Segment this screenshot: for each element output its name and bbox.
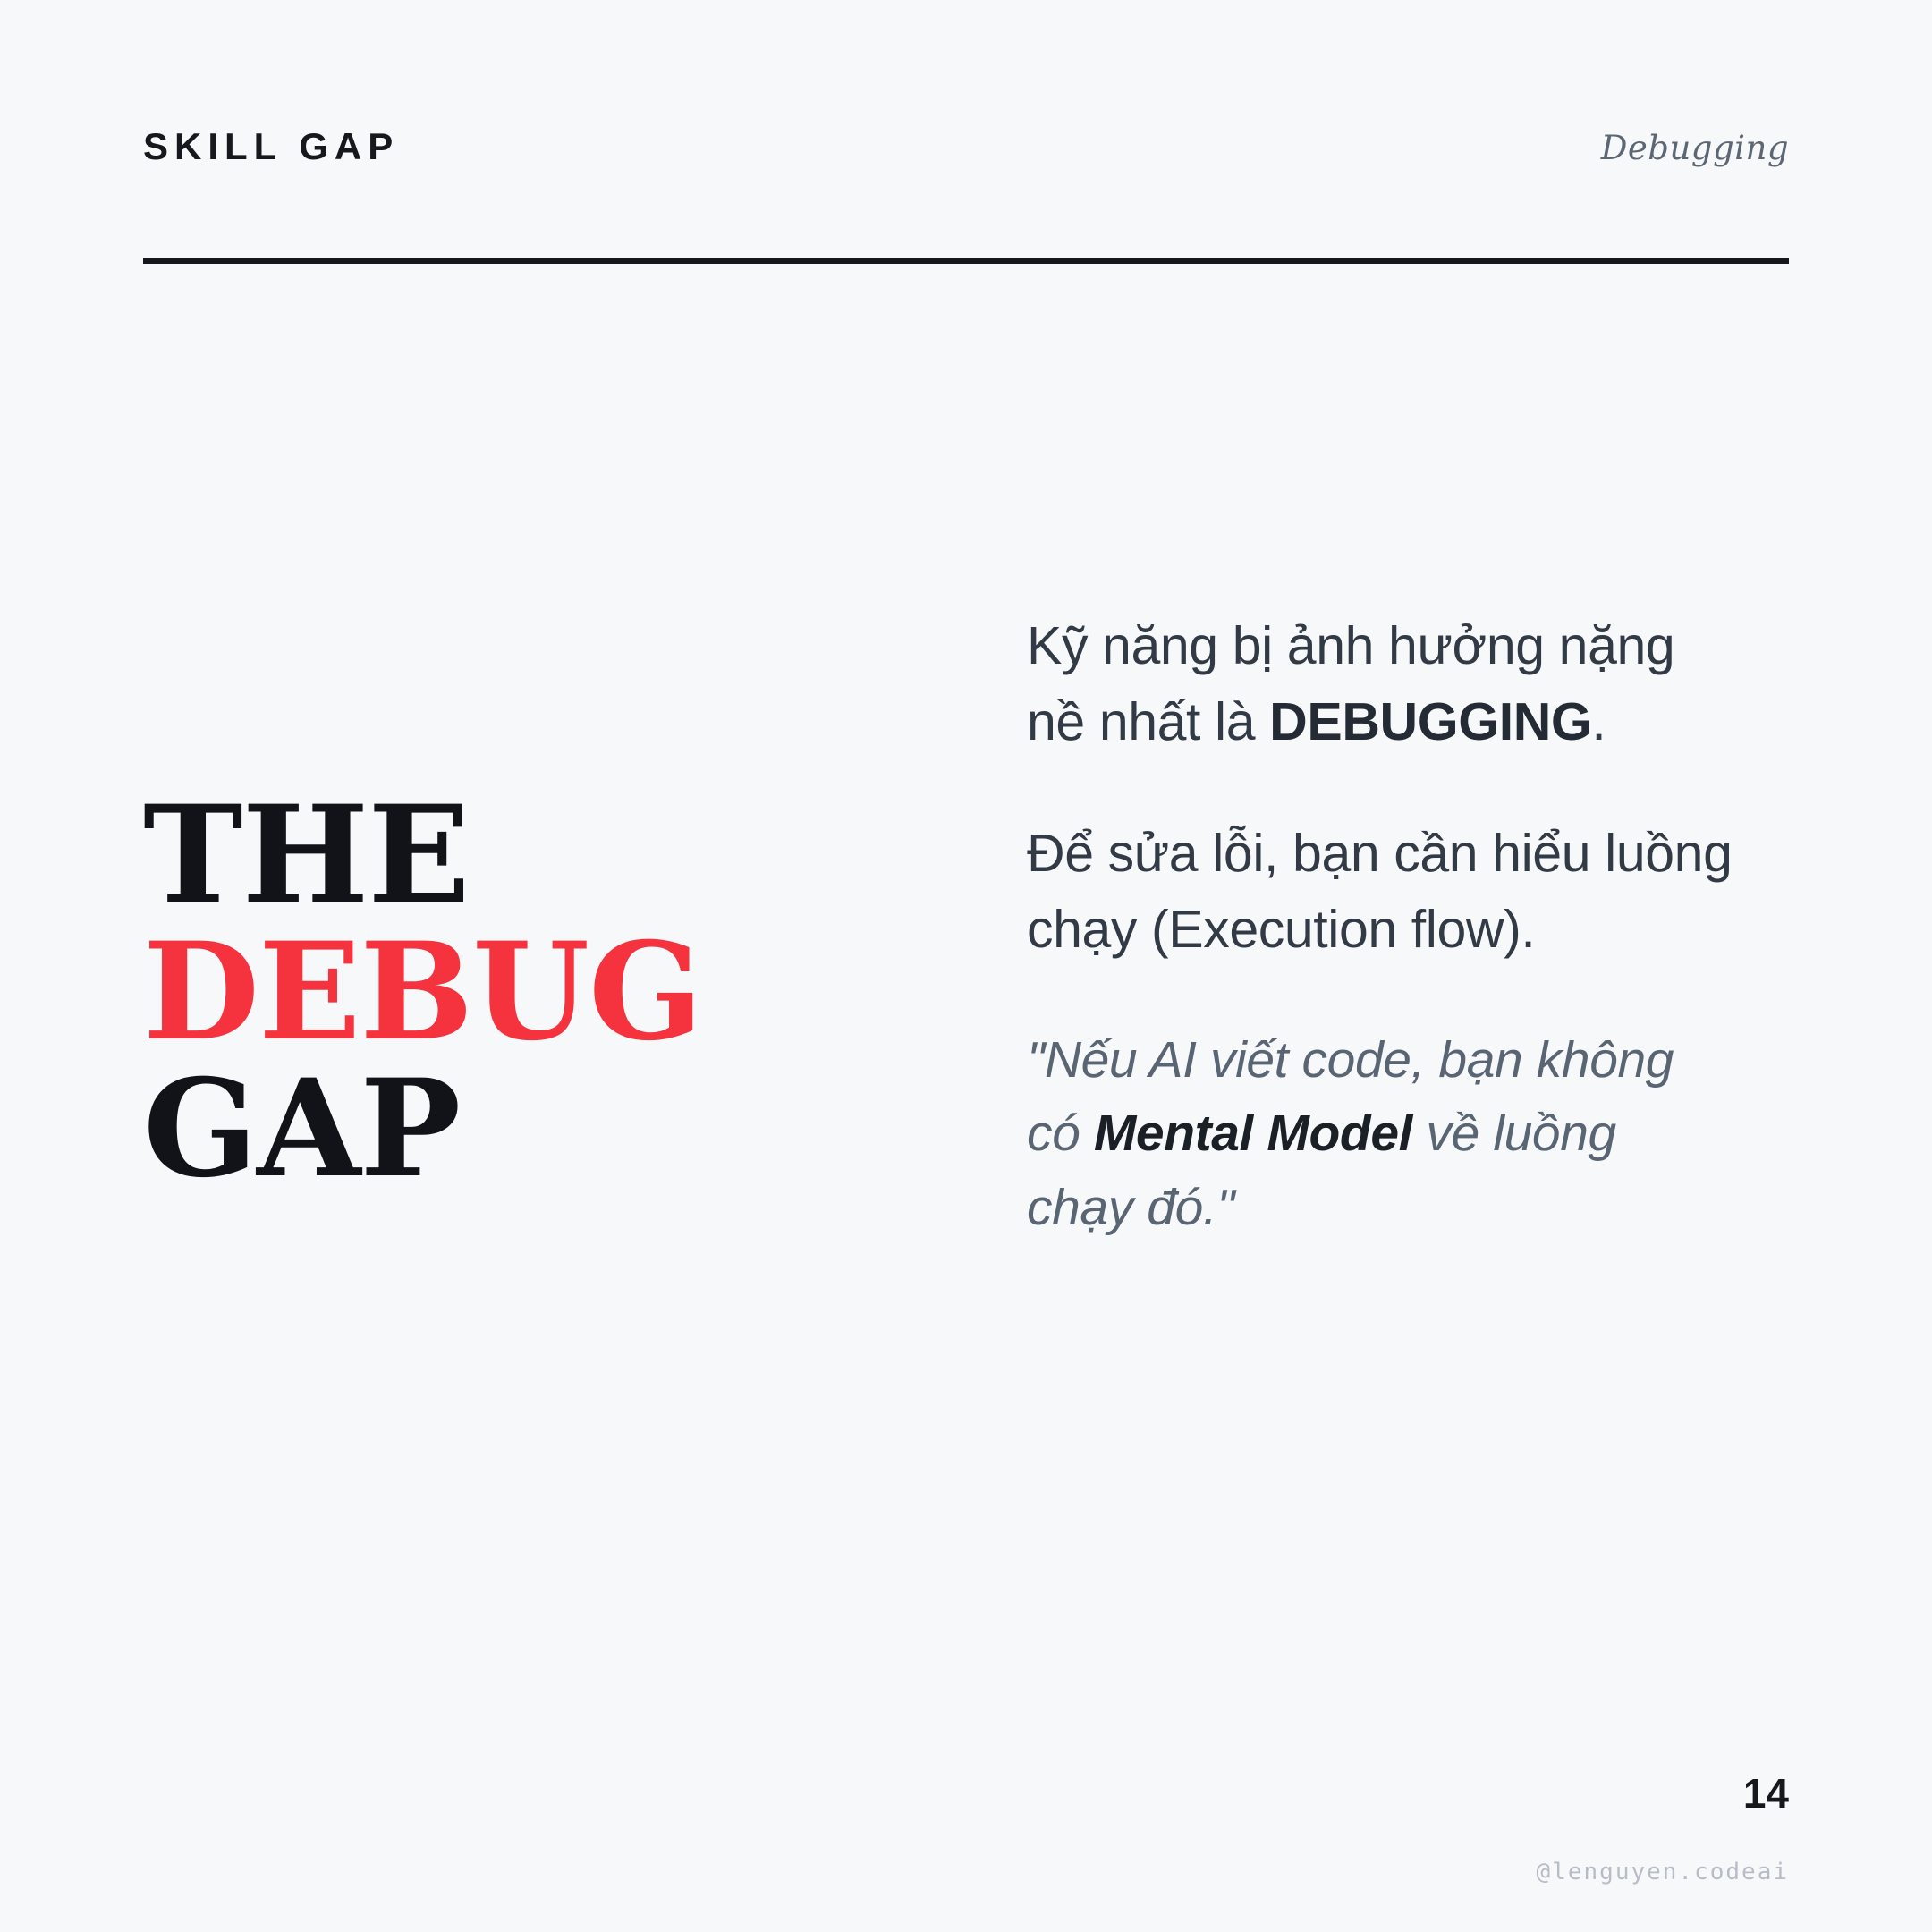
quote-text-end: về luồng chạy đó." <box>1027 1105 1616 1237</box>
page-number: 14 <box>1742 1770 1789 1817</box>
body-column <box>1027 608 1733 1245</box>
title-line-3: GAP <box>143 1050 461 1208</box>
title-line-1: THE <box>143 776 470 934</box>
quote-strong: Mental Model <box>1093 1105 1413 1163</box>
quote-text-start: "Nếu AI viết code, bạn không có <box>1027 1030 1674 1163</box>
header-divider <box>143 258 1789 264</box>
slide-header <box>143 125 1789 168</box>
author-handle: @lenguyen.codeai <box>1536 1859 1789 1885</box>
paragraph-one <box>1027 608 1733 760</box>
paragraph-one-tail: . <box>1591 691 1606 751</box>
paragraph-one-strong: DEBUGGING <box>1269 691 1592 751</box>
pull-quote <box>1027 1023 1733 1245</box>
paragraph-two: Để sửa lỗi, bạn cần hiểu luồng chạy (Execution flow). <box>1027 823 1733 959</box>
paragraph-one-text: Kỹ năng bị ảnh hưởng nặng nề nhất là <box>1027 616 1675 751</box>
page-title <box>143 776 930 1208</box>
topic-label: Debugging <box>1600 129 1789 167</box>
section-eyebrow: SKILL GAP <box>143 125 400 167</box>
title-line-2: DEBUG <box>143 913 703 1071</box>
